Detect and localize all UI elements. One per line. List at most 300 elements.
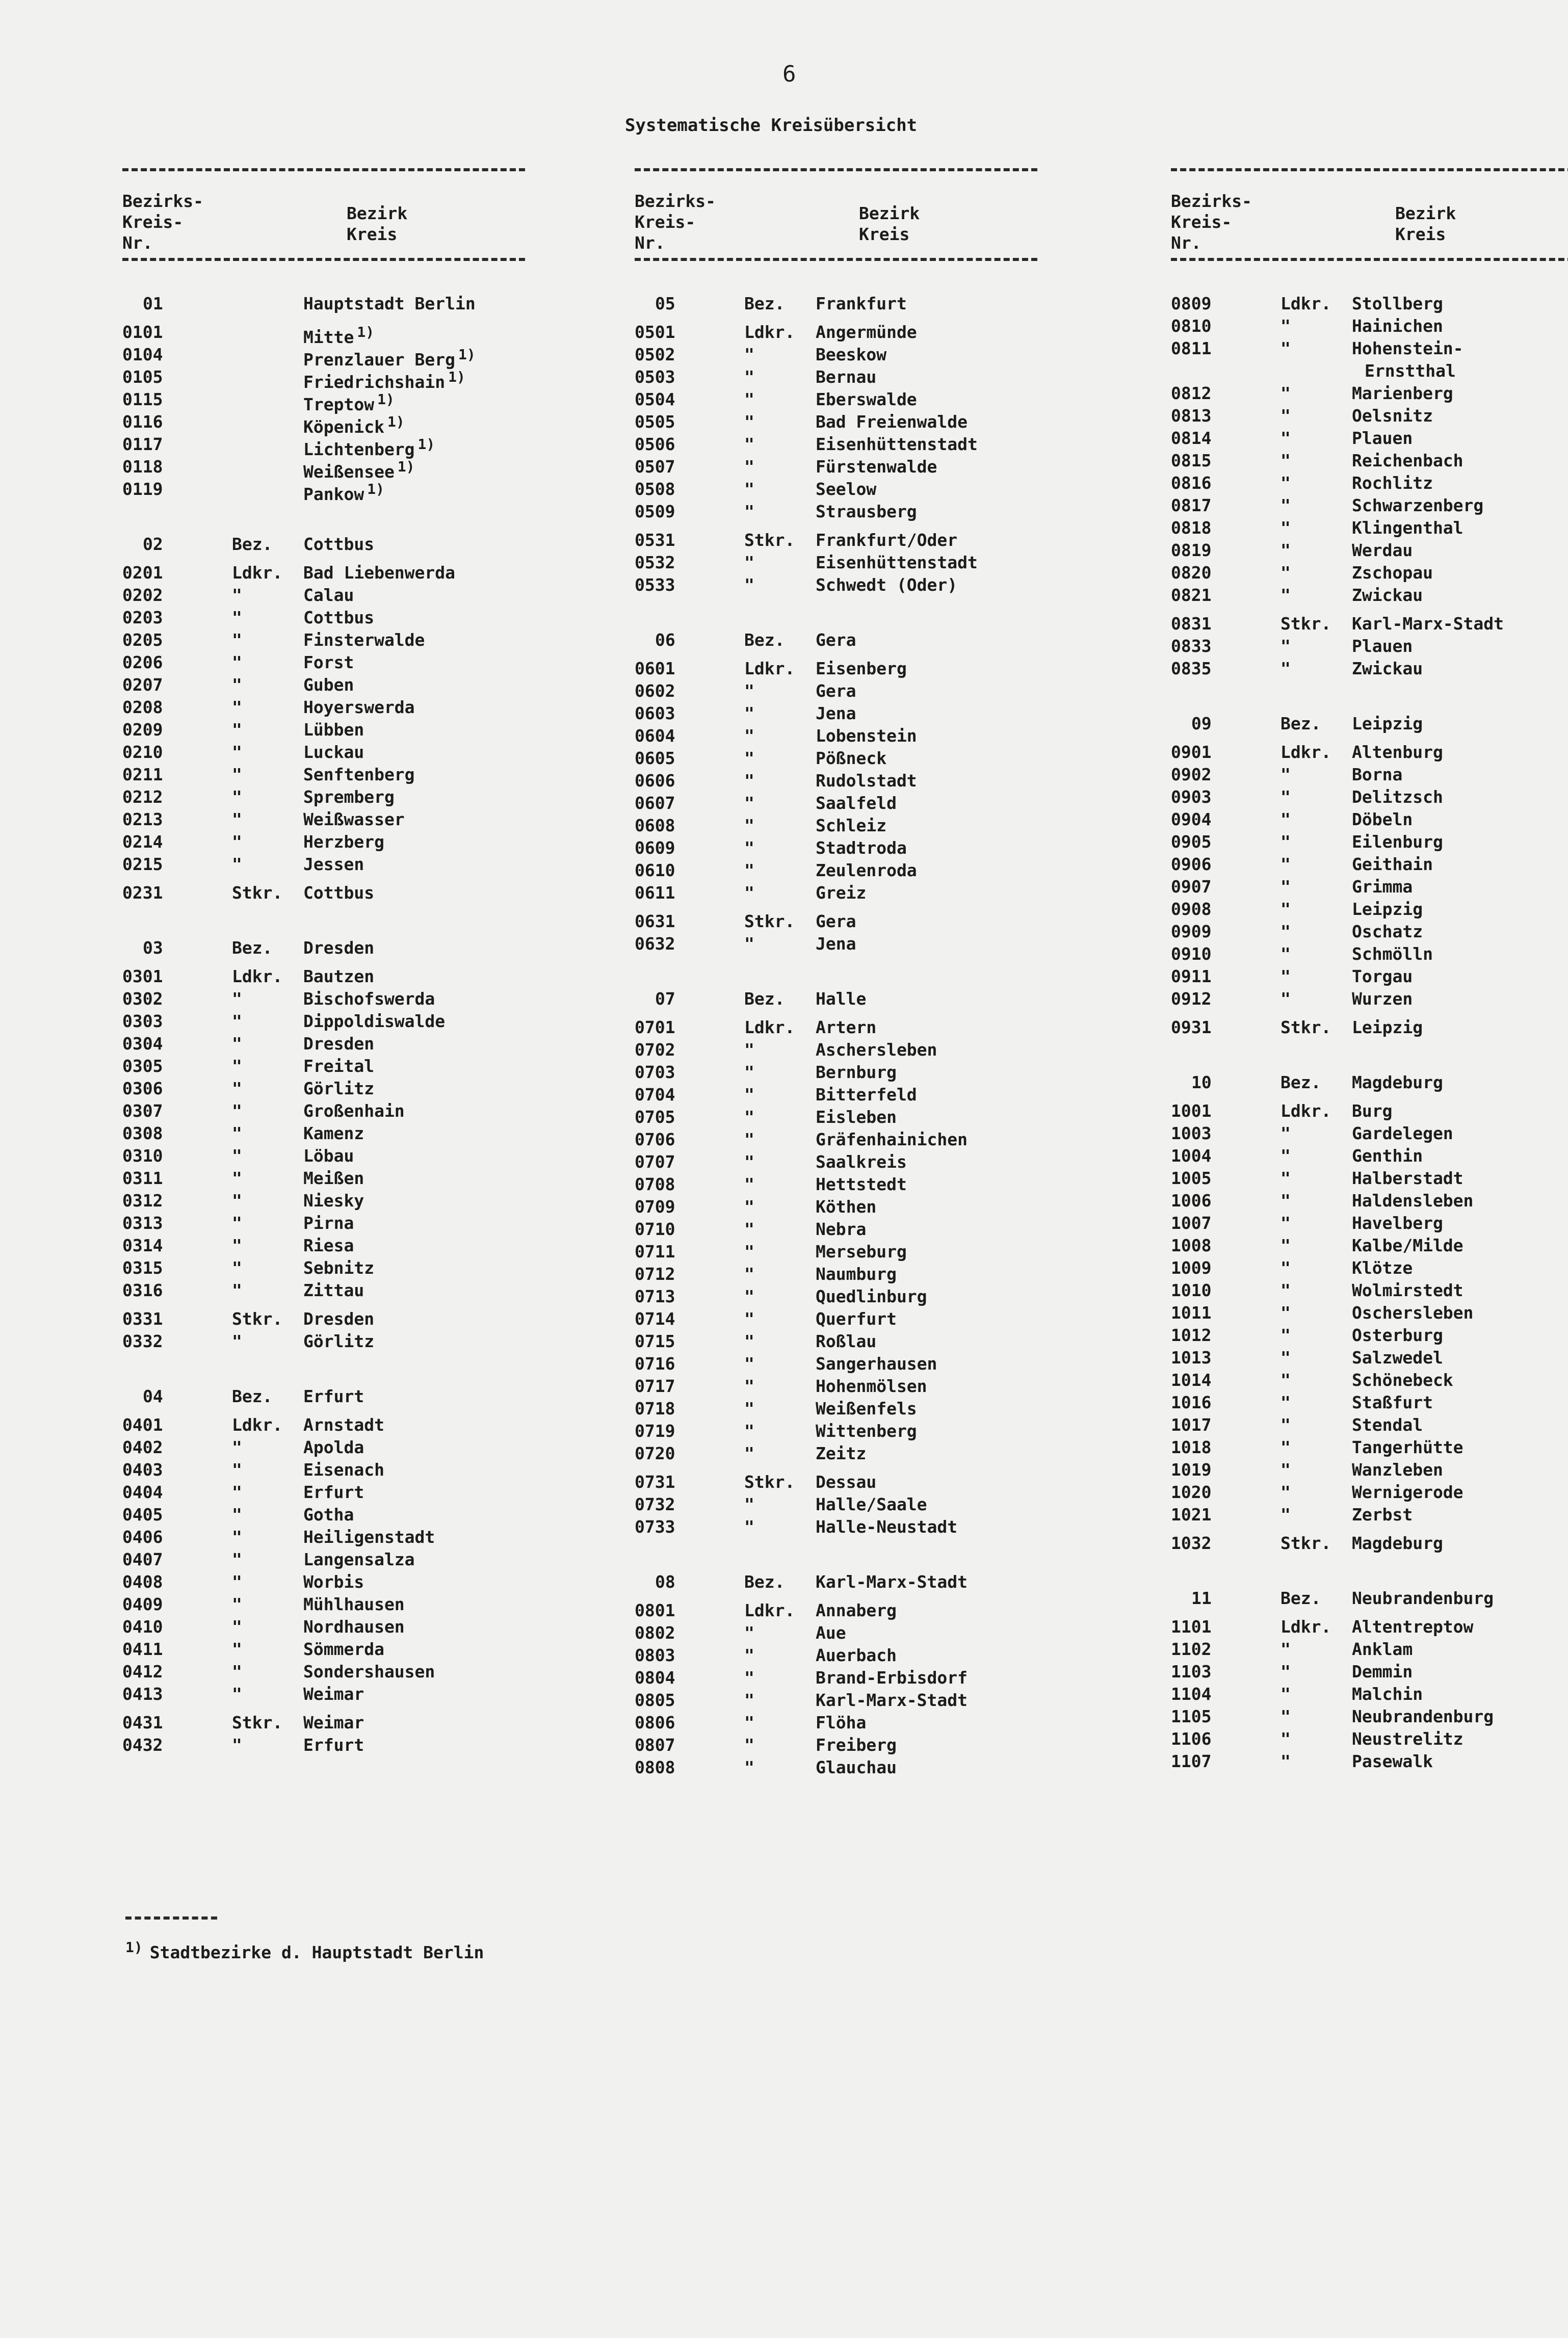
district-type: " — [232, 1258, 242, 1278]
column-body — [1171, 293, 1568, 1773]
district-type: " — [744, 883, 754, 903]
district-name: Bernau — [816, 367, 877, 387]
district-name: Demmin — [1352, 1662, 1413, 1682]
district-number: 0901 — [1171, 742, 1212, 762]
county-row — [635, 1756, 1037, 1779]
county-row — [635, 1285, 1037, 1308]
district-number: 0316 — [122, 1280, 163, 1300]
district-name: Eisleben — [816, 1107, 897, 1127]
district-type: " — [1280, 989, 1291, 1009]
district-number: 04 — [143, 1386, 163, 1406]
district-name: Sebnitz — [303, 1258, 375, 1278]
row-spacer — [635, 315, 1037, 321]
district-name: Halle-Neustadt — [816, 1517, 958, 1537]
district-name: Finsterwalde — [303, 630, 425, 650]
county-row — [1171, 764, 1568, 786]
county-row — [1171, 584, 1568, 607]
district-name: Weißwasser — [303, 809, 405, 829]
district-number: 0907 — [1171, 877, 1212, 897]
county-row — [1171, 1302, 1568, 1324]
district-number: 0813 — [1171, 406, 1212, 426]
district-number: 1008 — [1171, 1236, 1212, 1255]
county-row — [122, 1638, 525, 1661]
district-type: " — [232, 1331, 242, 1351]
district-number: 0603 — [635, 703, 675, 723]
district-type: Ldkr. — [1280, 1617, 1331, 1637]
county-row — [635, 1420, 1037, 1442]
footnote-reference: 1) — [448, 369, 465, 385]
county-row — [1171, 1347, 1568, 1369]
district-type: Bez. — [744, 294, 785, 313]
district-type: Ldkr. — [232, 563, 283, 583]
district-name: Worbis — [303, 1572, 364, 1592]
district-type: Stkr. — [1280, 1533, 1331, 1553]
row-spacer — [635, 1010, 1037, 1016]
district-type: " — [1280, 540, 1291, 560]
district-type: Stkr. — [744, 530, 795, 550]
county-row — [122, 1593, 525, 1616]
district-number: 0116 — [122, 412, 163, 432]
row-spacer — [122, 315, 525, 321]
district-type: " — [744, 1517, 754, 1537]
district-type: " — [744, 553, 754, 572]
district-type: " — [232, 854, 242, 874]
district-type: Ldkr. — [232, 1415, 283, 1435]
district-number: 0608 — [635, 816, 675, 835]
district-type: " — [1280, 1684, 1291, 1704]
district-name: Gräfenhainichen — [816, 1129, 968, 1149]
district-name: Oschatz — [1352, 922, 1423, 941]
district-type: Stkr. — [744, 911, 795, 931]
district-number: 0912 — [1171, 989, 1212, 1009]
district-number: 0803 — [635, 1645, 675, 1665]
county-row — [635, 1263, 1037, 1285]
district-number: 0816 — [1171, 473, 1212, 493]
district-name: Haldensleben — [1352, 1191, 1474, 1211]
district-heading-row — [635, 293, 1037, 315]
footnote-reference: 1) — [357, 324, 375, 340]
district-name: Gera — [816, 681, 856, 701]
district-name: Stollberg — [1352, 294, 1443, 313]
district-name: Calau — [303, 585, 354, 605]
district-number: 05 — [655, 294, 675, 313]
district-name: Zschopau — [1352, 563, 1433, 583]
district-type: " — [1280, 406, 1291, 426]
district-number: 0607 — [635, 793, 675, 813]
district-name: Schmölln — [1352, 944, 1433, 964]
county-row — [122, 1526, 525, 1548]
district-number: 1102 — [1171, 1639, 1212, 1659]
row-spacer — [122, 1353, 525, 1385]
county-row — [635, 1493, 1037, 1516]
district-name: Jena — [816, 934, 856, 954]
district-heading-row — [635, 1571, 1037, 1593]
district-number: 0611 — [635, 883, 675, 903]
county-row — [635, 1016, 1037, 1039]
district-type: " — [1280, 1639, 1291, 1659]
district-name: Hainichen — [1352, 316, 1443, 336]
county-row — [122, 411, 525, 437]
district-heading-row — [122, 937, 525, 959]
district-number: 0835 — [1171, 659, 1212, 678]
column-header — [122, 171, 525, 258]
district-type: " — [232, 1034, 242, 1054]
district-type: " — [232, 720, 242, 740]
footnote-text-line — [125, 1939, 484, 1962]
district-type: " — [1280, 1258, 1291, 1278]
district-name: Neubrandenburg — [1352, 1588, 1494, 1608]
district-name: Sömmerda — [303, 1639, 384, 1659]
district-number: 0714 — [635, 1309, 675, 1329]
county-row — [122, 1122, 525, 1145]
county-row — [635, 1644, 1037, 1667]
district-name: Hohenmölsen — [816, 1376, 927, 1396]
district-number: 0401 — [122, 1415, 163, 1435]
county-row — [122, 1330, 525, 1353]
district-type: " — [1280, 338, 1291, 358]
district-name: Gera — [816, 911, 856, 931]
district-name: Delitzsch — [1352, 787, 1443, 807]
county-row — [1171, 450, 1568, 472]
district-number: 08 — [655, 1572, 675, 1592]
district-name: Dresden — [303, 938, 375, 958]
district-name: Fürstenwalde — [816, 457, 937, 477]
district-number: 1104 — [1171, 1684, 1212, 1704]
district-number: 0407 — [122, 1549, 163, 1569]
district-name: Neustrelitz — [1352, 1729, 1464, 1749]
district-type: " — [744, 1713, 754, 1732]
district-name: Salzwedel — [1352, 1348, 1443, 1368]
county-row — [635, 1712, 1037, 1734]
district-type: " — [744, 934, 754, 954]
district-name: Köpenick $^{1)}$ — [303, 413, 405, 437]
district-type: " — [744, 1668, 754, 1688]
district-type: " — [232, 809, 242, 829]
district-type: " — [744, 502, 754, 521]
county-row — [1171, 1257, 1568, 1279]
county-row — [635, 747, 1037, 770]
district-number: 0831 — [1171, 614, 1212, 634]
district-number: 0509 — [635, 502, 675, 521]
district-name: Tangerhütte — [1352, 1437, 1464, 1457]
header-rule-bottom — [1171, 258, 1568, 261]
county-row — [1171, 1436, 1568, 1459]
district-name: Hohenstein- — [1352, 338, 1464, 358]
district-name: Nebra — [816, 1219, 867, 1239]
district-name: Wurzen — [1352, 989, 1413, 1009]
district-type: Stkr. — [232, 1309, 283, 1329]
district-type: " — [232, 1594, 242, 1614]
county-row — [122, 1661, 525, 1683]
county-row — [122, 1167, 525, 1190]
district-name: Meißen — [303, 1168, 364, 1188]
district-name: Cottbus — [303, 534, 375, 554]
county-row — [122, 719, 525, 741]
district-number: 0707 — [635, 1152, 675, 1172]
district-type: " — [1280, 1280, 1291, 1300]
district-type: " — [1280, 1168, 1291, 1188]
county-row — [122, 1459, 525, 1481]
county-row — [635, 680, 1037, 702]
county-row — [1171, 808, 1568, 831]
district-number: 1018 — [1171, 1437, 1212, 1457]
district-number: 0506 — [635, 434, 675, 454]
district-type: " — [744, 1242, 754, 1262]
district-type: " — [1280, 1505, 1291, 1525]
district-name: Burg — [1352, 1101, 1393, 1121]
district-number: 0101 — [122, 322, 163, 342]
district-type: " — [744, 1757, 754, 1777]
district-name: Heiligenstadt — [303, 1527, 435, 1547]
county-row — [1171, 1616, 1568, 1638]
district-number: 0104 — [122, 345, 163, 364]
county-row — [1171, 1167, 1568, 1190]
header-rule-bottom — [122, 258, 525, 261]
district-name: Pößneck — [816, 748, 887, 768]
district-type: " — [744, 345, 754, 364]
district-name: Freital — [303, 1056, 375, 1076]
header-number-label: Bezirks- Kreis- Nr. — [1171, 191, 1252, 253]
district-type: " — [744, 1085, 754, 1105]
row-spacer — [1171, 1555, 1568, 1587]
district-number: 0610 — [635, 860, 675, 880]
district-type: " — [1280, 1236, 1291, 1255]
district-type: " — [744, 726, 754, 746]
county-row — [635, 725, 1037, 747]
county-row — [635, 478, 1037, 501]
district-type: " — [1280, 809, 1291, 829]
row-spacer — [635, 523, 1037, 529]
district-number: 10 — [1191, 1072, 1212, 1092]
district-type: Stkr. — [744, 1472, 795, 1492]
district-type: " — [1280, 428, 1291, 448]
row-spacer — [122, 556, 525, 562]
county-row — [635, 1667, 1037, 1689]
district-type: " — [744, 367, 754, 387]
district-name: Lübben — [303, 720, 364, 740]
district-type: Ldkr. — [744, 322, 795, 342]
district-number: 1101 — [1171, 1617, 1212, 1637]
district-name: Altentreptow — [1352, 1617, 1474, 1637]
district-type: " — [744, 1309, 754, 1329]
district-name: Dresden — [303, 1034, 375, 1054]
district-name: Marienberg — [1352, 383, 1453, 403]
district-number: 1010 — [1171, 1280, 1212, 1300]
row-spacer — [122, 1302, 525, 1308]
district-name: Weimar — [303, 1713, 364, 1732]
district-type: Ldkr. — [1280, 742, 1331, 762]
district-heading-row — [122, 533, 525, 556]
district-name: Karl-Marx-Stadt — [816, 1690, 968, 1710]
district-number: 0315 — [122, 1258, 163, 1278]
row-spacer — [1171, 1526, 1568, 1532]
district-type: Stkr. — [232, 1713, 283, 1732]
district-name: Arnstadt — [303, 1415, 384, 1435]
row-spacer — [122, 904, 525, 937]
district-type: " — [1280, 518, 1291, 538]
district-number: 0404 — [122, 1482, 163, 1502]
district-number: 0906 — [1171, 854, 1212, 874]
district-number: 0410 — [122, 1617, 163, 1637]
county-row — [1171, 1234, 1568, 1257]
district-number: 0902 — [1171, 765, 1212, 784]
county-row — [635, 770, 1037, 792]
district-number: 0505 — [635, 412, 675, 432]
district-type: " — [232, 1662, 242, 1682]
district-type: " — [232, 1101, 242, 1121]
county-row — [1171, 1324, 1568, 1347]
county-row — [122, 478, 525, 504]
district-number: 0802 — [635, 1623, 675, 1643]
district-column-2 — [635, 168, 1037, 1779]
district-number: 06 — [655, 630, 675, 650]
district-name: Greiz — [816, 883, 867, 903]
county-row — [1171, 1705, 1568, 1728]
row-spacer — [635, 1593, 1037, 1599]
page-number: 6 — [782, 61, 796, 87]
district-number: 0706 — [635, 1129, 675, 1149]
district-name: Zeulenroda — [816, 860, 917, 880]
county-row — [122, 344, 525, 370]
district-number: 0403 — [122, 1460, 163, 1480]
district-type: Bez. — [1280, 1588, 1321, 1608]
district-type: " — [1280, 1123, 1291, 1143]
district-name: Erfurt — [303, 1386, 364, 1406]
district-name: Hauptstadt Berlin — [303, 294, 476, 313]
county-row — [122, 696, 525, 719]
county-row — [635, 910, 1037, 933]
district-type: " — [744, 412, 754, 432]
county-row — [122, 1414, 525, 1436]
county-row — [122, 388, 525, 414]
header-number-label: Bezirks- Kreis- Nr. — [635, 191, 716, 253]
district-number: 0720 — [635, 1443, 675, 1463]
district-number: 0733 — [635, 1517, 675, 1537]
district-name: Sondershausen — [303, 1662, 435, 1682]
district-name: Weißenfels — [816, 1399, 917, 1418]
district-type: " — [744, 1354, 754, 1374]
county-row — [1171, 382, 1568, 405]
district-number: 0811 — [1171, 338, 1212, 358]
district-number: 1009 — [1171, 1258, 1212, 1278]
district-name: Bitterfeld — [816, 1085, 917, 1105]
county-row — [122, 831, 525, 853]
county-row — [1171, 1414, 1568, 1436]
county-row — [1171, 943, 1568, 965]
district-number: 0808 — [635, 1757, 675, 1777]
district-type: " — [232, 1168, 242, 1188]
district-number: 1005 — [1171, 1168, 1212, 1188]
county-row — [122, 607, 525, 629]
district-number: 1001 — [1171, 1101, 1212, 1121]
footnote-reference: 1) — [387, 413, 405, 430]
district-name: Senftenberg — [303, 765, 415, 784]
row-spacer — [635, 955, 1037, 988]
row-spacer — [122, 1408, 525, 1414]
district-type: " — [1280, 585, 1291, 605]
district-number: 1032 — [1171, 1533, 1212, 1553]
district-name: Aue — [816, 1623, 846, 1643]
district-number: 0118 — [122, 457, 163, 477]
county-row — [1171, 337, 1568, 360]
district-name: Auerbach — [816, 1645, 897, 1665]
district-name: Dippoldiswalde — [303, 1011, 446, 1031]
county-row — [1171, 1728, 1568, 1750]
district-type: " — [744, 1494, 754, 1514]
county-row — [635, 1084, 1037, 1106]
district-type: " — [744, 389, 754, 409]
header-bezirk: Bezirk — [347, 203, 408, 223]
county-row — [635, 658, 1037, 680]
county-row — [1171, 1683, 1568, 1705]
row-spacer — [1171, 1010, 1568, 1016]
district-heading-row — [1171, 1071, 1568, 1094]
district-type: " — [232, 1437, 242, 1457]
county-row — [635, 1599, 1037, 1622]
district-number: 02 — [143, 534, 163, 554]
county-row — [1171, 1212, 1568, 1234]
county-row — [635, 1734, 1037, 1756]
district-name: Zittau — [303, 1280, 364, 1300]
district-number: 0304 — [122, 1034, 163, 1054]
county-row — [1171, 1750, 1568, 1773]
district-heading-row — [122, 293, 525, 315]
county-row — [122, 1279, 525, 1302]
county-row — [1171, 539, 1568, 562]
county-row — [635, 1061, 1037, 1084]
district-name: Plauen — [1352, 428, 1413, 448]
district-name: Klötze — [1352, 1258, 1413, 1278]
district-name: Nordhausen — [303, 1617, 405, 1637]
district-number: 0203 — [122, 608, 163, 627]
footnote-rule — [125, 1916, 217, 1920]
district-name: Erfurt — [303, 1735, 364, 1755]
county-row — [635, 1308, 1037, 1330]
district-number: 0712 — [635, 1264, 675, 1284]
header-kreis: Kreis — [859, 224, 910, 244]
county-row — [1171, 1638, 1568, 1661]
district-type: " — [232, 608, 242, 627]
district-number: 0313 — [122, 1213, 163, 1233]
county-row — [635, 501, 1037, 523]
district-type: " — [744, 816, 754, 835]
district-type: " — [232, 1056, 242, 1076]
district-number: 0710 — [635, 1219, 675, 1239]
district-type: " — [744, 457, 754, 477]
header-number-label: Bezirks- Kreis- Nr. — [122, 191, 203, 253]
district-number: 0601 — [635, 659, 675, 678]
district-number: 0711 — [635, 1242, 675, 1262]
district-number: 0605 — [635, 748, 675, 768]
district-name: Jena — [816, 703, 856, 723]
district-name: Merseburg — [816, 1242, 907, 1262]
district-number: 0805 — [635, 1690, 675, 1710]
district-type: " — [1280, 1325, 1291, 1345]
district-type: Bez. — [232, 534, 273, 554]
district-number: 0213 — [122, 809, 163, 829]
county-row — [1171, 1100, 1568, 1122]
district-name: Zerbst — [1352, 1505, 1413, 1525]
county-row — [635, 1353, 1037, 1375]
county-row — [1171, 315, 1568, 337]
district-name: Werdau — [1352, 540, 1413, 560]
column-header — [1171, 171, 1568, 258]
county-row — [635, 1151, 1037, 1173]
district-type: " — [1280, 854, 1291, 874]
district-number: 0533 — [635, 575, 675, 595]
district-name: Malchin — [1352, 1684, 1423, 1704]
district-name: Leipzig — [1352, 1017, 1423, 1037]
